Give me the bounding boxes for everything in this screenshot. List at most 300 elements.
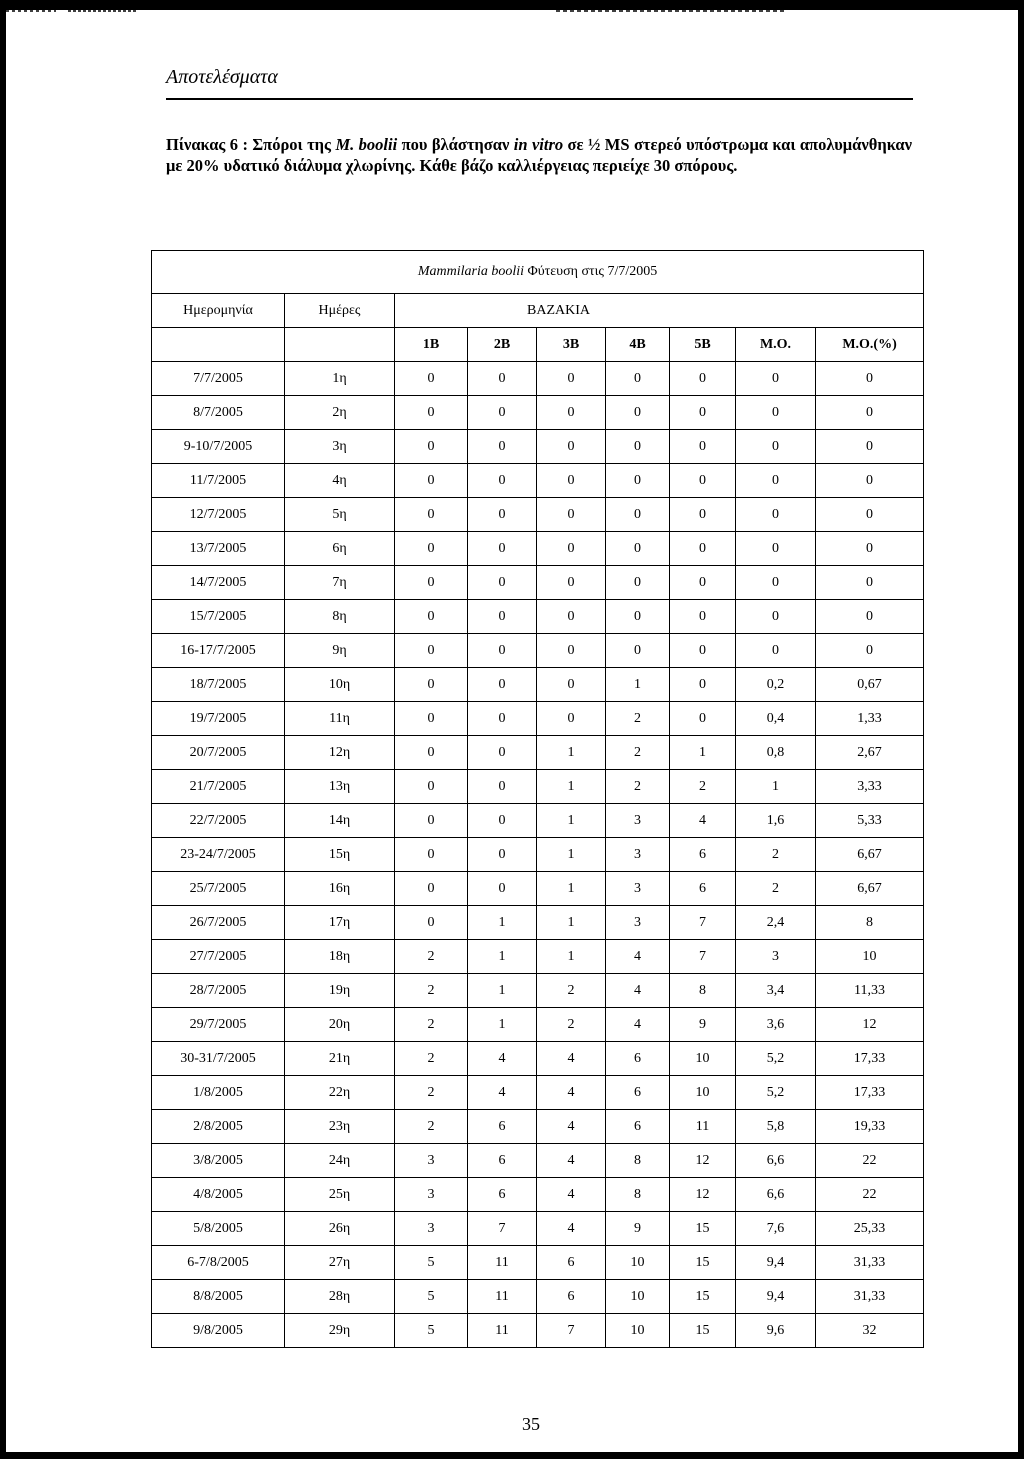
cell-jar-5b: 9: [670, 1008, 736, 1042]
cell-day: 19η: [285, 974, 395, 1008]
cell-jar-3b: 1: [537, 906, 606, 940]
table-title-rest: Φύτευση στις 7/7/2005: [524, 264, 658, 279]
subheader-2b: 2Β: [468, 328, 537, 362]
cell-jar-2b: 4: [468, 1076, 537, 1110]
cell-jar-2b: 1: [468, 1008, 537, 1042]
cell-day: 18η: [285, 940, 395, 974]
cell-jar-1b: 0: [395, 430, 468, 464]
cell-mean: 6,6: [736, 1178, 816, 1212]
cell-jar-2b: 0: [468, 838, 537, 872]
subheader-mean: Μ.Ο.: [736, 328, 816, 362]
cell-jar-1b: 0: [395, 464, 468, 498]
cell-mean-percent: 11,33: [816, 974, 924, 1008]
cell-jar-4b: 0: [606, 498, 670, 532]
cell-jar-5b: 7: [670, 940, 736, 974]
germination-table: [151, 250, 924, 1348]
cell-jar-5b: 0: [670, 498, 736, 532]
cell-day: 25η: [285, 1178, 395, 1212]
table-row: [152, 974, 924, 1008]
cell-jar-5b: 11: [670, 1110, 736, 1144]
cell-date: 1/8/2005: [152, 1076, 285, 1110]
document-page: [6, 10, 1018, 1452]
cell-jar-4b: 4: [606, 974, 670, 1008]
cell-jar-3b: 4: [537, 1212, 606, 1246]
section-heading: Αποτελέσματα: [166, 66, 278, 88]
cell-jar-4b: 10: [606, 1280, 670, 1314]
cell-jar-3b: 1: [537, 770, 606, 804]
cell-date: 9/8/2005: [152, 1314, 285, 1348]
cell-mean-percent: 31,33: [816, 1280, 924, 1314]
cell-day: 21η: [285, 1042, 395, 1076]
table-row: [152, 600, 924, 634]
cell-jar-3b: 0: [537, 702, 606, 736]
cell-mean: 9,4: [736, 1280, 816, 1314]
cell-jar-5b: 0: [670, 362, 736, 396]
cell-jar-1b: 0: [395, 736, 468, 770]
cell-jar-1b: 0: [395, 668, 468, 702]
cell-jar-4b: 6: [606, 1110, 670, 1144]
cell-jar-1b: 0: [395, 396, 468, 430]
cell-date: 26/7/2005: [152, 906, 285, 940]
cell-jar-2b: 6: [468, 1110, 537, 1144]
cell-day: 12η: [285, 736, 395, 770]
cell-mean-percent: 1,33: [816, 702, 924, 736]
cell-mean-percent: 0: [816, 634, 924, 668]
cell-jar-4b: 6: [606, 1076, 670, 1110]
cell-jar-3b: 0: [537, 566, 606, 600]
table-body: [152, 362, 924, 1348]
table-row: [152, 1042, 924, 1076]
col-header-days: Ημέρες: [285, 294, 395, 328]
table-row: [152, 668, 924, 702]
cell-jar-4b: 0: [606, 566, 670, 600]
cell-jar-3b: 6: [537, 1280, 606, 1314]
cell-date: 15/7/2005: [152, 600, 285, 634]
cell-mean-percent: 31,33: [816, 1246, 924, 1280]
cell-date: 22/7/2005: [152, 804, 285, 838]
cell-mean: 0: [736, 566, 816, 600]
cell-day: 2η: [285, 396, 395, 430]
heading-rule: [166, 98, 913, 100]
cell-date: 18/7/2005: [152, 668, 285, 702]
cell-day: 10η: [285, 668, 395, 702]
cell-jar-2b: 4: [468, 1042, 537, 1076]
table-row: [152, 396, 924, 430]
cell-jar-5b: 15: [670, 1212, 736, 1246]
cell-jar-1b: 2: [395, 1042, 468, 1076]
cell-jar-3b: 0: [537, 600, 606, 634]
cell-jar-3b: 0: [537, 532, 606, 566]
cell-jar-1b: 5: [395, 1314, 468, 1348]
table-row: [152, 1076, 924, 1110]
cell-mean: 9,6: [736, 1314, 816, 1348]
cell-jar-3b: 7: [537, 1314, 606, 1348]
cell-date: 19/7/2005: [152, 702, 285, 736]
cell-jar-2b: 0: [468, 804, 537, 838]
cell-jar-3b: 4: [537, 1042, 606, 1076]
cell-jar-3b: 1: [537, 736, 606, 770]
cell-jar-3b: 0: [537, 396, 606, 430]
cell-jar-1b: 3: [395, 1178, 468, 1212]
cell-mean-percent: 17,33: [816, 1042, 924, 1076]
cell-jar-4b: 4: [606, 940, 670, 974]
cell-jar-5b: 0: [670, 396, 736, 430]
cell-jar-1b: 0: [395, 702, 468, 736]
cell-day: 4η: [285, 464, 395, 498]
cell-jar-1b: 0: [395, 600, 468, 634]
subheader-row: [152, 328, 924, 362]
cell-jar-2b: 0: [468, 668, 537, 702]
cell-jar-5b: 15: [670, 1314, 736, 1348]
cell-mean-percent: 12: [816, 1008, 924, 1042]
cell-jar-3b: 4: [537, 1178, 606, 1212]
cell-mean-percent: 19,33: [816, 1110, 924, 1144]
table-row: [152, 1008, 924, 1042]
cell-mean: 9,4: [736, 1246, 816, 1280]
cell-mean-percent: 25,33: [816, 1212, 924, 1246]
cell-jar-5b: 0: [670, 430, 736, 464]
caption-part2: που βλάστησαν: [397, 135, 514, 154]
table-row: [152, 464, 924, 498]
cell-jar-3b: 4: [537, 1076, 606, 1110]
cell-jar-1b: 3: [395, 1144, 468, 1178]
cell-jar-4b: 3: [606, 804, 670, 838]
cell-mean-percent: 5,33: [816, 804, 924, 838]
cell-mean-percent: 32: [816, 1314, 924, 1348]
cell-day: 23η: [285, 1110, 395, 1144]
cell-jar-1b: 0: [395, 634, 468, 668]
subheader-empty: [285, 328, 395, 362]
cell-jar-4b: 0: [606, 396, 670, 430]
cell-jar-2b: 6: [468, 1178, 537, 1212]
cell-jar-1b: 2: [395, 1110, 468, 1144]
cell-jar-2b: 1: [468, 906, 537, 940]
cell-day: 6η: [285, 532, 395, 566]
cell-jar-3b: 0: [537, 362, 606, 396]
cell-jar-4b: 0: [606, 532, 670, 566]
cell-mean-percent: 8: [816, 906, 924, 940]
cell-jar-4b: 3: [606, 906, 670, 940]
table-row: [152, 498, 924, 532]
subheader-3b: 3Β: [537, 328, 606, 362]
caption-part3: σε ½ MS στερεό υπόστρωμα και απολυμάνθηκαν με 20% υδατικό διάλυμα χλωρίνης. Κάθε βάζο καλλιέργειας περιείχε 30 σπόρους.: [166, 135, 912, 175]
cell-jar-2b: 1: [468, 940, 537, 974]
subheader-mean-percent: Μ.Ο.(%): [816, 328, 924, 362]
table-row: [152, 1314, 924, 1348]
cell-date: 23-24/7/2005: [152, 838, 285, 872]
cell-jar-1b: 0: [395, 838, 468, 872]
cell-jar-2b: 0: [468, 600, 537, 634]
cell-jar-2b: 0: [468, 872, 537, 906]
cell-date: 7/7/2005: [152, 362, 285, 396]
table-row: [152, 430, 924, 464]
cell-date: 27/7/2005: [152, 940, 285, 974]
cell-day: 3η: [285, 430, 395, 464]
subheader-4b: 4Β: [606, 328, 670, 362]
cell-mean-percent: 0: [816, 498, 924, 532]
cell-jar-3b: 1: [537, 940, 606, 974]
cell-mean: 7,6: [736, 1212, 816, 1246]
cell-jar-5b: 4: [670, 804, 736, 838]
cell-mean-percent: 22: [816, 1178, 924, 1212]
group-header-label: ΒΑΖΑΚΙΑ: [527, 302, 590, 318]
subheader-1b: 1Β: [395, 328, 468, 362]
cell-jar-3b: 0: [537, 464, 606, 498]
cell-mean-percent: 22: [816, 1144, 924, 1178]
cell-day: 9η: [285, 634, 395, 668]
cell-mean: 0: [736, 600, 816, 634]
header-row: [152, 294, 924, 328]
cell-jar-4b: 8: [606, 1178, 670, 1212]
table-row: [152, 736, 924, 770]
cell-jar-1b: 0: [395, 804, 468, 838]
cell-jar-2b: 11: [468, 1314, 537, 1348]
cell-jar-1b: 0: [395, 906, 468, 940]
cell-jar-2b: 0: [468, 736, 537, 770]
cell-jar-1b: 2: [395, 1008, 468, 1042]
cell-mean: 0: [736, 532, 816, 566]
cell-day: 7η: [285, 566, 395, 600]
cell-jar-2b: 7: [468, 1212, 537, 1246]
table-row: [152, 872, 924, 906]
cell-jar-1b: 0: [395, 362, 468, 396]
cell-mean: 0: [736, 498, 816, 532]
cell-jar-2b: 0: [468, 634, 537, 668]
table-row: [152, 532, 924, 566]
cell-date: 13/7/2005: [152, 532, 285, 566]
cell-jar-3b: 2: [537, 1008, 606, 1042]
cell-jar-5b: 6: [670, 838, 736, 872]
cell-day: 24η: [285, 1144, 395, 1178]
cell-date: 14/7/2005: [152, 566, 285, 600]
cell-date: 9-10/7/2005: [152, 430, 285, 464]
cell-date: 28/7/2005: [152, 974, 285, 1008]
cell-mean: 1,6: [736, 804, 816, 838]
cell-mean: 3: [736, 940, 816, 974]
cell-jar-3b: 4: [537, 1110, 606, 1144]
cell-jar-4b: 1: [606, 668, 670, 702]
cell-jar-1b: 2: [395, 1076, 468, 1110]
cell-mean-percent: 6,67: [816, 872, 924, 906]
table-row: [152, 906, 924, 940]
cell-jar-5b: 12: [670, 1144, 736, 1178]
cell-jar-5b: 0: [670, 668, 736, 702]
cell-date: 12/7/2005: [152, 498, 285, 532]
cell-jar-5b: 0: [670, 634, 736, 668]
cell-jar-2b: 0: [468, 532, 537, 566]
cell-date: 29/7/2005: [152, 1008, 285, 1042]
cell-jar-1b: 0: [395, 532, 468, 566]
cell-jar-4b: 10: [606, 1314, 670, 1348]
cell-jar-3b: 0: [537, 498, 606, 532]
cell-mean-percent: 3,33: [816, 770, 924, 804]
cell-jar-3b: 4: [537, 1144, 606, 1178]
cell-date: 8/8/2005: [152, 1280, 285, 1314]
cell-day: 13η: [285, 770, 395, 804]
cell-date: 21/7/2005: [152, 770, 285, 804]
cell-day: 29η: [285, 1314, 395, 1348]
cell-jar-4b: 0: [606, 634, 670, 668]
scan-artifact-dots: [6, 10, 1018, 14]
cell-jar-4b: 4: [606, 1008, 670, 1042]
cell-jar-3b: 6: [537, 1246, 606, 1280]
cell-jar-4b: 2: [606, 736, 670, 770]
table-row: [152, 940, 924, 974]
cell-jar-4b: 2: [606, 770, 670, 804]
table-row: [152, 566, 924, 600]
cell-jar-2b: 0: [468, 702, 537, 736]
cell-jar-1b: 0: [395, 566, 468, 600]
cell-day: 5η: [285, 498, 395, 532]
table-row: [152, 1110, 924, 1144]
cell-mean: 2,4: [736, 906, 816, 940]
col-header-date: Ημερομηνία: [152, 294, 285, 328]
cell-jar-1b: 0: [395, 770, 468, 804]
cell-day: 11η: [285, 702, 395, 736]
cell-mean: 0,8: [736, 736, 816, 770]
cell-mean-percent: 6,67: [816, 838, 924, 872]
cell-jar-4b: 0: [606, 464, 670, 498]
cell-jar-2b: 0: [468, 566, 537, 600]
cell-jar-1b: 0: [395, 872, 468, 906]
cell-mean-percent: 0: [816, 532, 924, 566]
cell-mean: 5,8: [736, 1110, 816, 1144]
cell-jar-1b: 0: [395, 498, 468, 532]
cell-date: 4/8/2005: [152, 1178, 285, 1212]
cell-jar-3b: 0: [537, 430, 606, 464]
cell-mean-percent: 0: [816, 600, 924, 634]
cell-jar-2b: 0: [468, 770, 537, 804]
cell-jar-5b: 0: [670, 600, 736, 634]
cell-date: 8/7/2005: [152, 396, 285, 430]
cell-jar-4b: 0: [606, 362, 670, 396]
cell-date: 20/7/2005: [152, 736, 285, 770]
cell-mean: 3,4: [736, 974, 816, 1008]
cell-jar-5b: 0: [670, 532, 736, 566]
cell-day: 1η: [285, 362, 395, 396]
cell-jar-2b: 0: [468, 430, 537, 464]
cell-jar-2b: 0: [468, 396, 537, 430]
cell-mean-percent: 0: [816, 362, 924, 396]
table-row: [152, 838, 924, 872]
cell-mean: 2: [736, 838, 816, 872]
table-row: [152, 362, 924, 396]
cell-jar-4b: 0: [606, 600, 670, 634]
cell-mean-percent: 10: [816, 940, 924, 974]
cell-jar-3b: 1: [537, 872, 606, 906]
cell-jar-1b: 5: [395, 1246, 468, 1280]
cell-jar-5b: 7: [670, 906, 736, 940]
cell-date: 6-7/8/2005: [152, 1246, 285, 1280]
cell-date: 11/7/2005: [152, 464, 285, 498]
cell-date: 2/8/2005: [152, 1110, 285, 1144]
cell-date: 30-31/7/2005: [152, 1042, 285, 1076]
cell-jar-5b: 1: [670, 736, 736, 770]
cell-jar-4b: 6: [606, 1042, 670, 1076]
cell-day: 17η: [285, 906, 395, 940]
page-number: 35: [522, 1414, 540, 1434]
cell-mean: 0,2: [736, 668, 816, 702]
cell-jar-2b: 0: [468, 362, 537, 396]
caption-part1: Πίνακας 6 : Σπόροι της: [166, 135, 336, 154]
table-title: [152, 251, 924, 294]
cell-jar-5b: 2: [670, 770, 736, 804]
cell-jar-5b: 12: [670, 1178, 736, 1212]
cell-mean-percent: 0: [816, 566, 924, 600]
cell-mean-percent: 0: [816, 396, 924, 430]
cell-jar-4b: 3: [606, 872, 670, 906]
cell-day: 16η: [285, 872, 395, 906]
cell-jar-4b: 10: [606, 1246, 670, 1280]
cell-jar-4b: 0: [606, 430, 670, 464]
cell-mean-percent: 0,67: [816, 668, 924, 702]
cell-jar-2b: 11: [468, 1280, 537, 1314]
cell-jar-2b: 6: [468, 1144, 537, 1178]
cell-date: 5/8/2005: [152, 1212, 285, 1246]
cell-mean: 0: [736, 464, 816, 498]
cell-day: 28η: [285, 1280, 395, 1314]
cell-day: 27η: [285, 1246, 395, 1280]
cell-jar-3b: 1: [537, 804, 606, 838]
table-row: [152, 1212, 924, 1246]
cell-jar-5b: 0: [670, 566, 736, 600]
cell-jar-5b: 0: [670, 464, 736, 498]
cell-jar-4b: 2: [606, 702, 670, 736]
cell-mean-percent: 2,67: [816, 736, 924, 770]
cell-day: 26η: [285, 1212, 395, 1246]
cell-jar-5b: 6: [670, 872, 736, 906]
cell-jar-1b: 2: [395, 974, 468, 1008]
table-row: [152, 1144, 924, 1178]
cell-mean: 5,2: [736, 1076, 816, 1110]
table-title-species: Mammilaria boolii: [417, 264, 524, 279]
cell-mean: 2: [736, 872, 816, 906]
caption-species: M. boolii: [335, 135, 398, 154]
table-row: [152, 804, 924, 838]
cell-day: 22η: [285, 1076, 395, 1110]
cell-jar-3b: 0: [537, 634, 606, 668]
cell-jar-3b: 1: [537, 838, 606, 872]
subheader-empty: [152, 328, 285, 362]
cell-mean-percent: 17,33: [816, 1076, 924, 1110]
cell-jar-4b: 3: [606, 838, 670, 872]
cell-day: 20η: [285, 1008, 395, 1042]
cell-jar-4b: 9: [606, 1212, 670, 1246]
cell-mean: 0: [736, 396, 816, 430]
cell-jar-2b: 0: [468, 498, 537, 532]
cell-jar-5b: 10: [670, 1042, 736, 1076]
table-row: [152, 770, 924, 804]
cell-date: 16-17/7/2005: [152, 634, 285, 668]
cell-jar-2b: 0: [468, 464, 537, 498]
cell-mean-percent: 0: [816, 464, 924, 498]
cell-date: 3/8/2005: [152, 1144, 285, 1178]
cell-jar-5b: 10: [670, 1076, 736, 1110]
cell-mean: 5,2: [736, 1042, 816, 1076]
cell-mean: 0: [736, 634, 816, 668]
table-row: [152, 702, 924, 736]
subheader-5b: 5Β: [670, 328, 736, 362]
cell-jar-5b: 15: [670, 1246, 736, 1280]
cell-jar-3b: 0: [537, 668, 606, 702]
table-row: [152, 1178, 924, 1212]
cell-jar-5b: 0: [670, 702, 736, 736]
cell-mean: 0: [736, 362, 816, 396]
cell-jar-4b: 8: [606, 1144, 670, 1178]
cell-day: 15η: [285, 838, 395, 872]
cell-mean: 0: [736, 430, 816, 464]
cell-mean-percent: 0: [816, 430, 924, 464]
